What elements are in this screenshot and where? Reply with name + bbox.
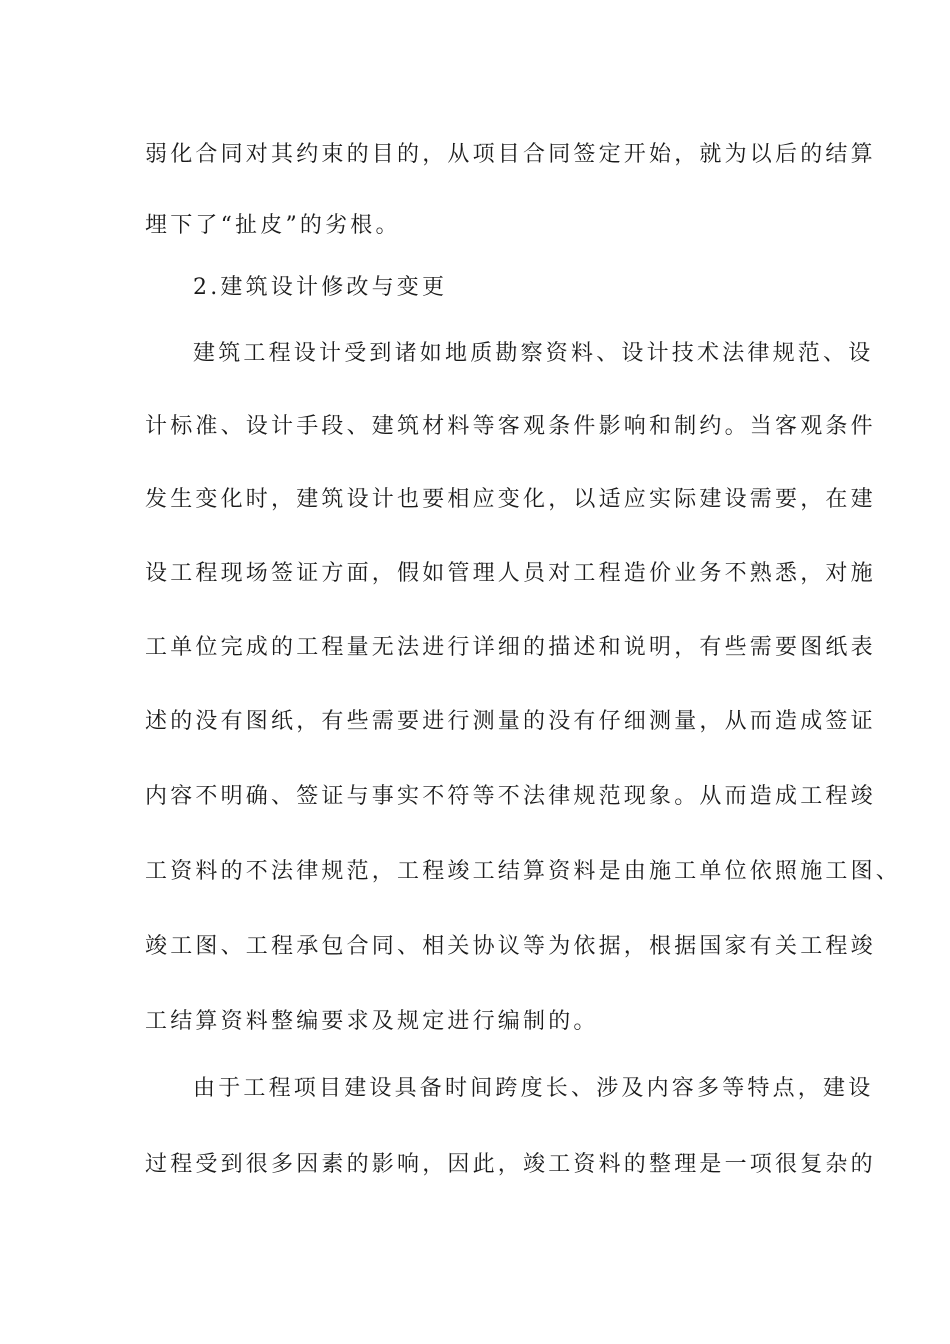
text-line: 埋下了“扯皮”的劣根。 — [145, 213, 401, 238]
text-line: 工单位完成的工程量无法进行详细的描述和说明，有些需要图纸表 — [145, 635, 876, 660]
text-line: 竣工图、工程承包合同、相关协议等为依据，根据国家有关工程竣 — [145, 934, 876, 959]
text-line: 发生变化时，建筑设计也要相应变化，以适应实际建设需要，在建 — [145, 487, 876, 512]
text-line: 过程受到很多因素的影响，因此，竣工资料的整理是一项很复杂的 — [145, 1152, 876, 1177]
text-line: 述的没有图纸，有些需要进行测量的没有仔细测量，从而造成签证 — [145, 709, 876, 734]
text-line: 计标准、设计手段、建筑材料等客观条件影响和制约。当客观条件 — [145, 414, 876, 439]
text-line: 工结算资料整编要求及规定进行编制的。 — [145, 1009, 599, 1034]
text-line: 建筑工程设计受到诸如地质勘察资料、设计技术法律规范、设 — [193, 341, 874, 366]
text-line: 内容不明确、签证与事实不符等不法律规范现象。从而造成工程竣 — [145, 784, 876, 809]
text-line: 由于工程项目建设具备时间跨度长、涉及内容多等特点，建设 — [193, 1076, 874, 1101]
text-line: 工资料的不法律规范，工程竣工结算资料是由施工单位依照施工图、 — [145, 859, 902, 884]
text-line: 设工程现场签证方面，假如管理人员对工程造价业务不熟悉，对施 — [145, 561, 876, 586]
text-line: 弱化合同对其约束的目的，从项目合同签定开始，就为以后的结算 — [145, 142, 876, 167]
section-heading: 2.建筑设计修改与变更 — [193, 275, 448, 300]
